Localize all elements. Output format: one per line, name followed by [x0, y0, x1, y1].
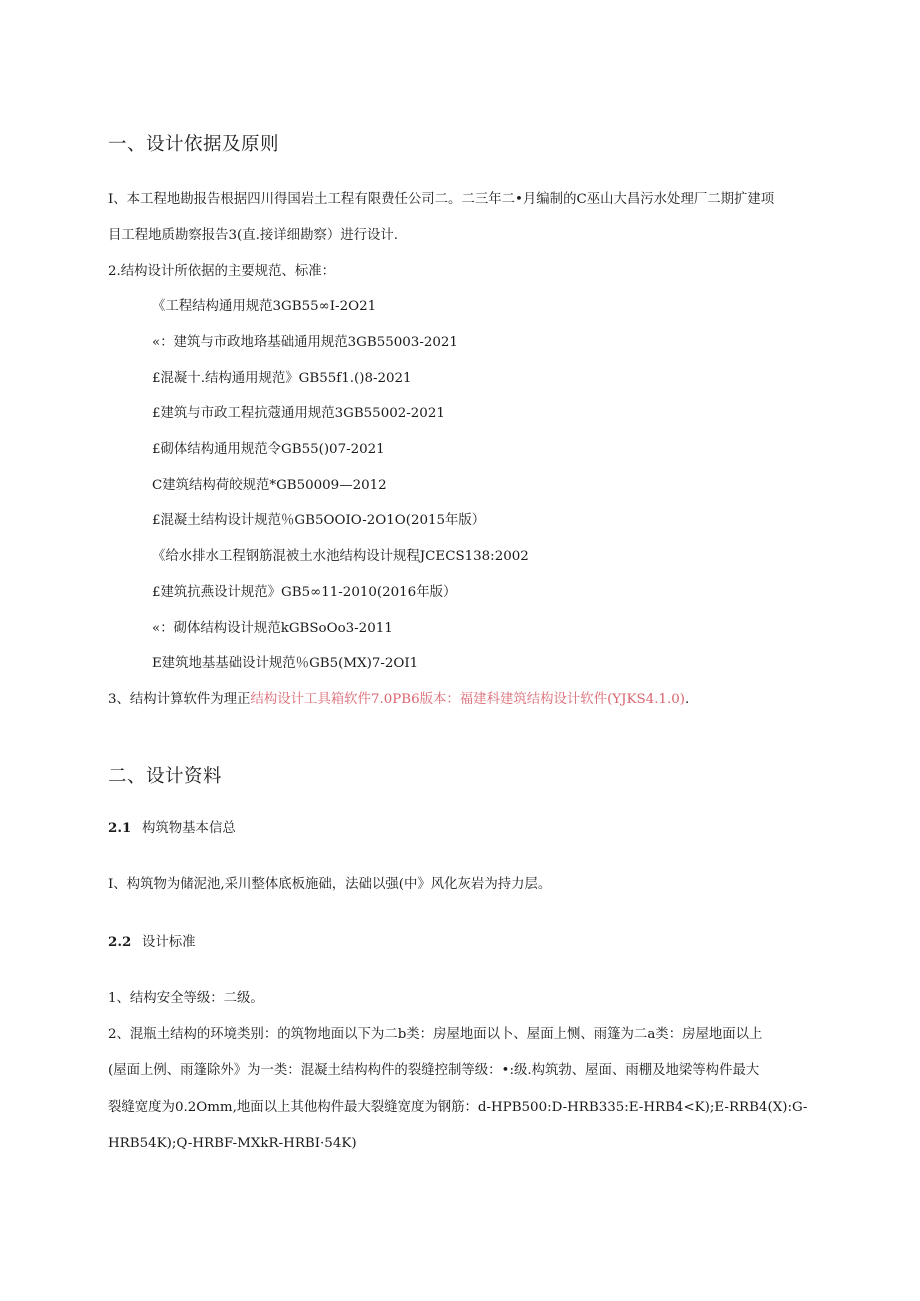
item1-line2: 目工程地质勘察报告3(直.接详细勘察）进行设计.	[108, 228, 399, 243]
item3-suffix: .	[685, 692, 690, 707]
sub2-item2-line: (屋面上例、雨篷除外》为一类：混凝土结构构件的裂缝控制等级：•:级.构筑勃、屋面、雨棚及地梁等构件最大	[108, 1063, 760, 1078]
standard-item: 《工程结构通用规范3GB55∞I-2O21	[152, 299, 377, 314]
sub2-item2-line: 2、混瓶土结构的环境类别：的筑物地面以下为二b类：房屋地面以卜、屋面上恻、雨篷为二a类：房屋地面以上	[108, 1027, 763, 1042]
item3-software	[108, 693, 689, 706]
section-2-heading: 二、设计资料	[108, 766, 223, 787]
item2-title: 2.结构设计所依据的主要规范、标准：	[108, 264, 336, 279]
subsection-number: 2.2	[108, 934, 132, 950]
item3-highlight: 结构设计工具箱软件7.0PB6版本：福建科建筑结构设计软件(YJKS4.1.0)	[250, 692, 685, 707]
sub2-item2-line: 裂缝宽度为0.2Omm,地面以上其他构件最大裂缝宽度为钢筋：d-HPB500:D-HRB335:E-HRB4<K);E-RRB4(X):G-	[108, 1100, 808, 1115]
subsection-title: 构筑物基本信总	[142, 821, 236, 836]
standard-item: 《给水排水工程钢筋混被土水池结构设计规程JCECS138:2002	[152, 549, 529, 564]
sub2-item1: 1、结构安全等级：二级。	[108, 991, 264, 1006]
standard-item: C建筑结构荷皎规范*GB50009—2012	[152, 478, 387, 493]
subsection-2-1	[108, 822, 236, 835]
standard-item: E建筑地基基础设计规范％GB5(MX)7-2OI1	[152, 656, 419, 671]
standard-item: £建筑抗燕设计规范》GB5∞11-2010(2016年版）	[152, 585, 457, 600]
subsection-title: 设计标准	[142, 935, 196, 950]
section-1-heading: 一、设计依据及原则	[108, 134, 280, 155]
item3-prefix: 3、结构计算软件为理正	[108, 692, 251, 707]
standard-item: «：建筑与市政地珞基础通用规范3GB55003-2021	[152, 335, 458, 350]
standard-item: £混凝十.结构通用规范》GB55f1.()8-2021	[152, 371, 412, 386]
standard-item: £混凝土结构设计规范％GB5OOIO-2O1O(2015年版）	[152, 513, 486, 528]
sub2-item2-line: HRB54K);Q-HRBF-MXkR-HRBI·54K)	[108, 1136, 357, 1151]
subsection-2-2	[108, 936, 196, 949]
standard-item: £砌体结构通用规范令GB55()07-2021	[152, 442, 385, 457]
subsection-number: 2.1	[108, 820, 132, 836]
item1-line1: I、本工程地勘报告根据四川得国岩土工程有限费任公司二。二三年二•月编制的C巫山大昌污水处理厂二期扩建项	[108, 192, 775, 207]
standard-item: £建筑与市政工程抗蔻通用规范3GB55002-2021	[152, 406, 445, 421]
sub1-item: I、构筑物为储泥池,采川整体底板施础，法础以强(中》风化灰岩为持力层。	[108, 877, 552, 892]
standard-item: «：砌体结构设计规范kGBSoOo3-2011	[152, 621, 393, 636]
